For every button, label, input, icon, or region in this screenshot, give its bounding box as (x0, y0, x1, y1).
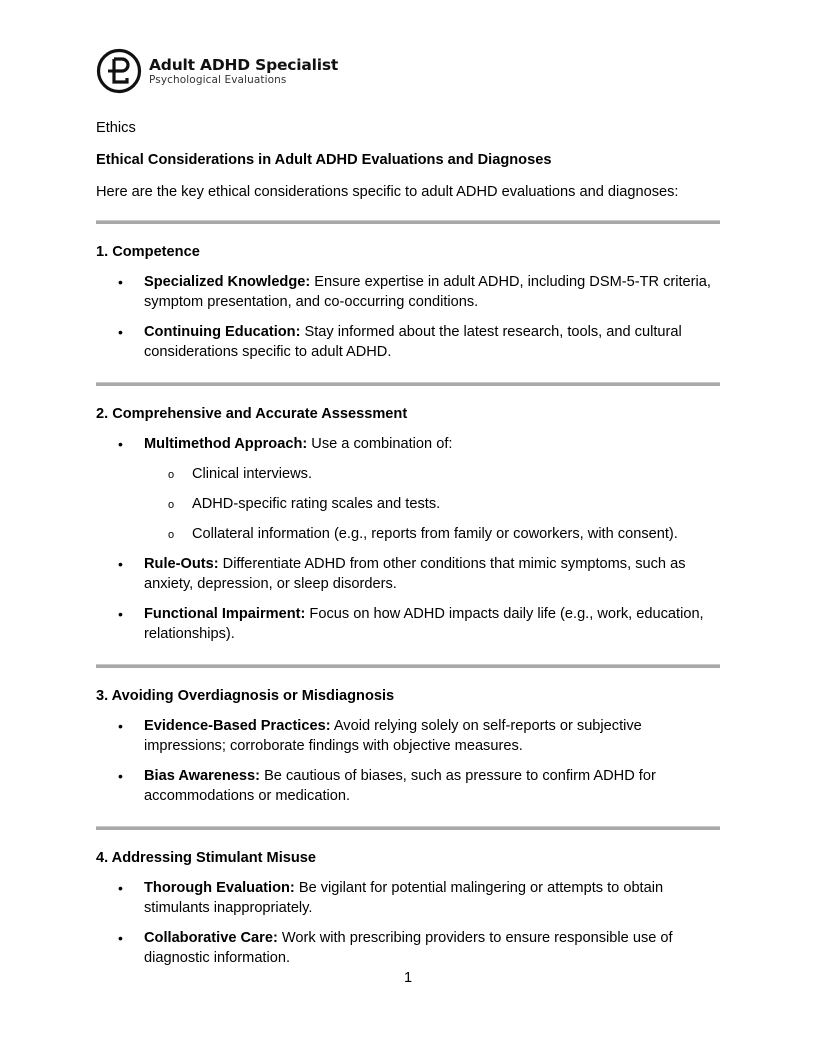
bullet-item (96, 766, 720, 806)
bullet-icon: • (118, 768, 123, 784)
brand-title: Adult ADHD Specialist (149, 55, 339, 74)
sub-bullet-text: Collateral information (e.g., reports from family or coworkers, with consent). (192, 526, 678, 542)
bullet-icon: • (118, 930, 123, 946)
bullet-list (96, 272, 720, 362)
bullet-icon: • (118, 274, 123, 290)
bullet-text: Avoid relying solely on self-reports or subjective impressions; corroborate findings with objective measures. (144, 718, 642, 754)
bullet-item (96, 272, 720, 312)
section-divider (96, 382, 720, 386)
bullet-icon: • (118, 324, 123, 340)
bullet-icon: • (118, 556, 123, 572)
bullet-term: Continuing Education: (144, 324, 301, 340)
section-heading: 2. Comprehensive and Accurate Assessment (96, 406, 408, 422)
bullet-item (96, 322, 720, 362)
bullet-item (96, 928, 720, 968)
bullet-term: Thorough Evaluation: (144, 880, 295, 896)
sections-container (96, 220, 720, 968)
pl-monogram-circle-icon (96, 48, 142, 94)
bullet-text: Ensure expertise in adult ADHD, including DSM-5-TR criteria, symptom presentation, and co-occurring conditions. (144, 274, 711, 310)
bullet-item (96, 434, 720, 544)
page-number: 1 (403, 970, 413, 986)
bullet-list (96, 878, 720, 968)
sub-bullet-item (144, 464, 720, 484)
sub-bullet-item (144, 494, 720, 514)
bullet-item (96, 604, 720, 644)
bullet-text: Be vigilant for potential malingering or attempts to obtain stimulants inappropriately. (144, 880, 664, 916)
section-heading: 3. Avoiding Overdiagnosis or Misdiagnosis (96, 688, 395, 704)
bullet-text: Stay informed about the latest research, tools, and cultural considerations specific to adult ADHD. (144, 324, 682, 360)
sub-bullet-text: ADHD-specific rating scales and tests. (192, 496, 441, 512)
document-intro: Here are the key ethical considerations specific to adult ADHD evaluations and diagnoses: (96, 184, 679, 200)
bullet-item (96, 878, 720, 918)
sub-bullet-text: Clinical interviews. (192, 466, 313, 482)
bullet-icon: • (118, 718, 123, 734)
section-heading: 1. Competence (96, 244, 200, 260)
section (96, 404, 720, 644)
bullet-text: Differentiate ADHD from other conditions that mimic symptoms, such as anxiety, depression, or sleep disorders. (144, 556, 686, 592)
bullet-list (96, 716, 720, 806)
hollow-bullet-icon: o (168, 469, 175, 481)
bullet-item (96, 716, 720, 756)
bullet-text: Focus on how ADHD impacts daily life (e.g., work, education, relationships). (144, 606, 704, 642)
section (96, 848, 720, 968)
section (96, 242, 720, 362)
sub-bullet-item (144, 524, 720, 544)
section-divider (96, 664, 720, 668)
document-title: Ethical Considerations in Adult ADHD Evaluations and Diagnoses (96, 152, 552, 168)
bullet-icon: • (118, 880, 123, 896)
hollow-bullet-icon: o (168, 499, 175, 511)
bullet-term: Functional Impairment: (144, 606, 306, 622)
bullet-item (96, 554, 720, 594)
bullet-term: Multimethod Approach: (144, 436, 308, 452)
bullet-term: Bias Awareness: (144, 768, 261, 784)
document-body (96, 118, 720, 988)
brand-logo (96, 48, 338, 94)
bullet-icon: • (118, 606, 123, 622)
bullet-list (96, 434, 720, 644)
hollow-bullet-icon: o (168, 529, 175, 541)
bullet-icon: • (118, 436, 123, 452)
bullet-term: Specialized Knowledge: (144, 274, 311, 290)
bullet-text: Use a combination of: (307, 436, 453, 452)
brand-subtitle: Psychological Evaluations (149, 73, 287, 86)
bullet-text: Work with prescribing providers to ensure responsible use of diagnostic information. (144, 930, 673, 966)
sub-bullet-list (144, 464, 720, 544)
section-divider (96, 220, 720, 224)
section (96, 686, 720, 806)
section-heading: 4. Addressing Stimulant Misuse (96, 850, 317, 866)
document-label: Ethics (96, 120, 136, 136)
bullet-term: Collaborative Care: (144, 930, 278, 946)
section-divider (96, 826, 720, 830)
bullet-text: Be cautious of biases, such as pressure to confirm ADHD for accommodations or medication. (144, 768, 656, 804)
bullet-term: Rule-Outs: (144, 556, 219, 572)
bullet-term: Evidence-Based Practices: (144, 718, 331, 734)
